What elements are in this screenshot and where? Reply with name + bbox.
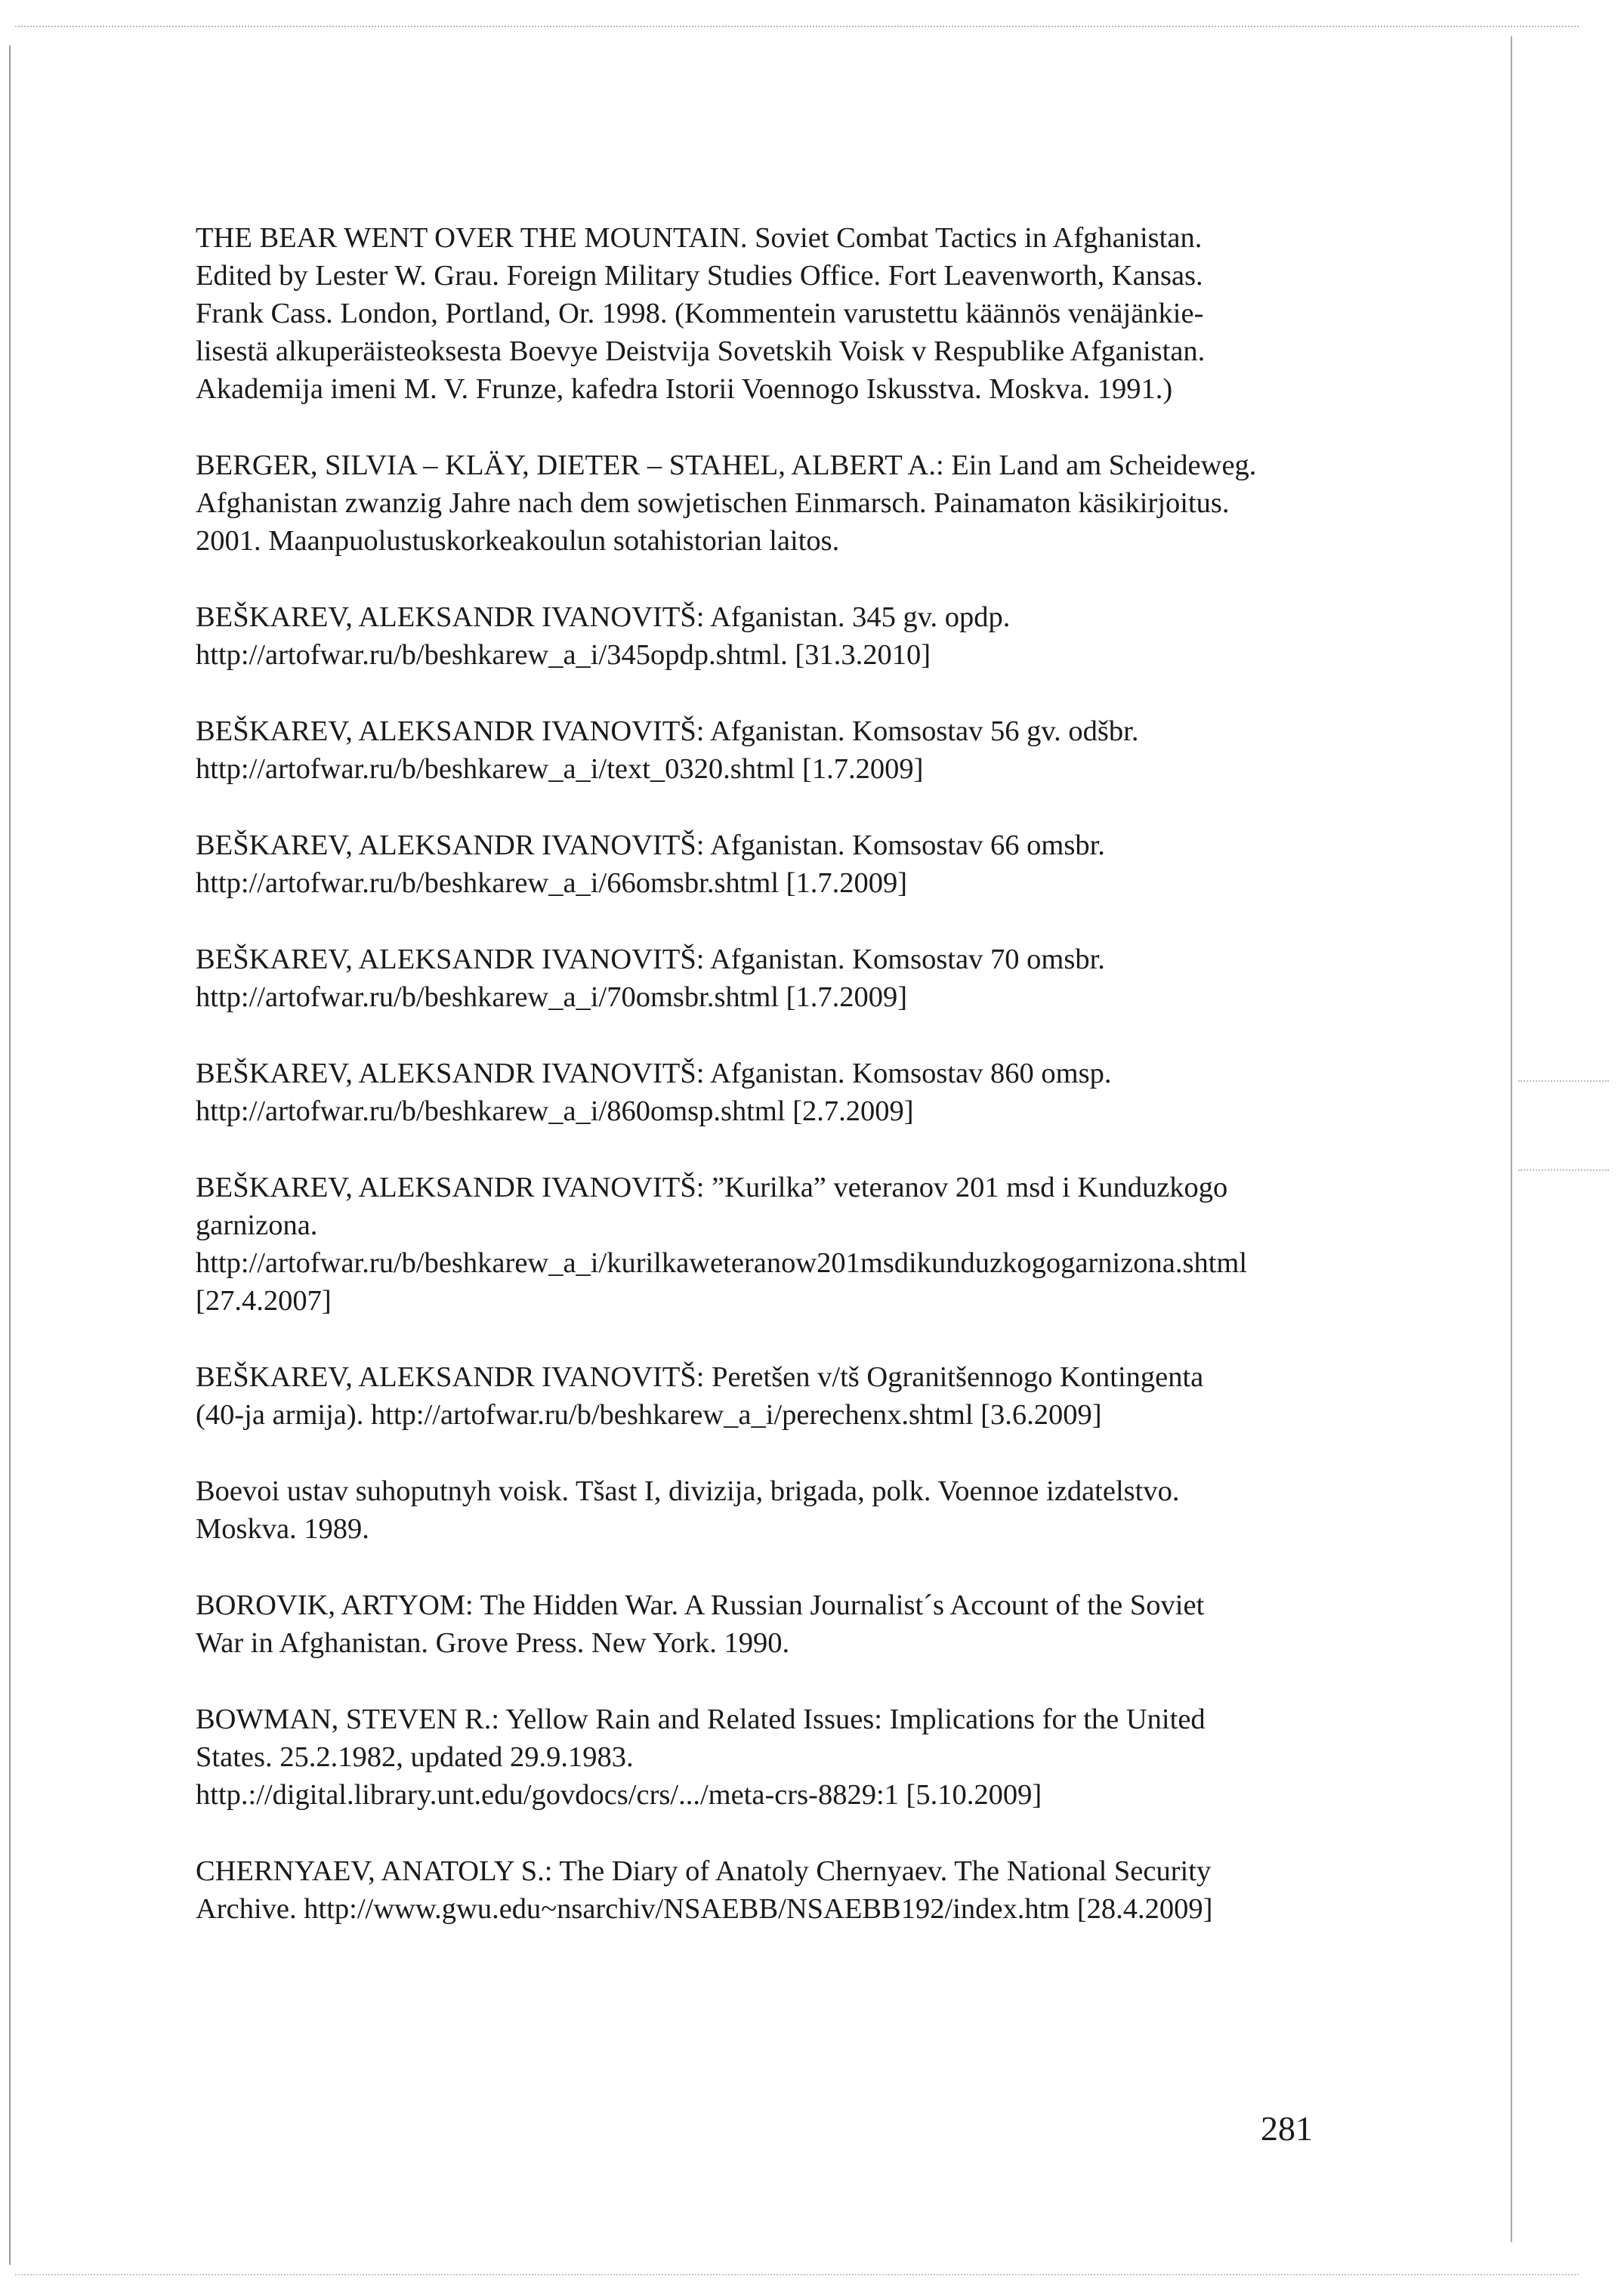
entry-line: http://artofwar.ru/b/beshkarew_a_i/text_0320.shtml [1.7.2009] xyxy=(196,753,924,785)
bibliography-entry xyxy=(196,1358,1314,1434)
bibliography-list xyxy=(196,219,1314,1966)
entry-line: BOWMAN, STEVEN R.: Yellow Rain and Related Issues: Implications for the United xyxy=(196,1703,1206,1735)
entry-line: Afghanistan zwanzig Jahre nach dem sowjetischen Einmarsch. Painamaton käsikirjoitus. xyxy=(196,487,1230,519)
scan-edge-right xyxy=(1511,36,1512,2242)
entry-line: BEŠKAREV, ALEKSANDR IVANOVITŠ: Afganistan. 345 gv. opdp. xyxy=(196,601,1011,633)
entry-line: BOROVIK, ARTYOM: The Hidden War. A Russian Journalist´s Account of the Soviet xyxy=(196,1589,1205,1621)
entry-line: [27.4.2007] xyxy=(196,1285,332,1317)
bibliography-entry xyxy=(196,598,1314,674)
page-number: 281 xyxy=(1261,2109,1313,2148)
bibliography-entry xyxy=(196,941,1314,1016)
entry-line: (40-ja armija). http://artofwar.ru/b/beshkarew_a_i/perechenx.shtml [3.6.2009] xyxy=(196,1399,1102,1431)
entry-line: BEŠKAREV, ALEKSANDR IVANOVITŠ: Afganistan. Komsostav 860 omsp. xyxy=(196,1058,1112,1089)
bibliography-entry xyxy=(196,1169,1314,1320)
entry-line: http://artofwar.ru/b/beshkarew_a_i/kurilkaweteranow201msdikunduzkogogarnizona.shtml xyxy=(196,1247,1248,1279)
entry-line: lisestä alkuperäisteoksesta Boevye Deistvija Sovetskih Voisk v Respublike Afganistan. xyxy=(196,335,1206,367)
entry-line: garnizona. xyxy=(196,1209,318,1241)
entry-line: Archive. http://www.gwu.edu~nsarchiv/NSAEBB/NSAEBB192/index.htm [28.4.2009] xyxy=(196,1893,1213,1925)
entry-line: War in Afghanistan. Grove Press. New York. 1990. xyxy=(196,1627,790,1659)
entry-line: Frank Cass. London, Portland, Or. 1998. (Kommentein varustettu käännös venäjänkie- xyxy=(196,298,1204,329)
bibliography-entry xyxy=(196,1055,1314,1130)
scan-edge-top xyxy=(15,26,1579,27)
entry-line: BEŠKAREV, ALEKSANDR IVANOVITŠ: Peretšen v/tš Ogranitšennogo Kontingenta xyxy=(196,1361,1204,1393)
entry-line: States. 25.2.1982, updated 29.9.1983. xyxy=(196,1741,634,1773)
entry-line: Boevoi ustav suhoputnyh voisk. Tšast I, divizija, brigada, polk. Voennoe izdatelstvo. xyxy=(196,1475,1180,1507)
entry-line: BERGER, SILVIA – KLÄY, DIETER – STAHEL, ALBERT A.: Ein Land am Scheideweg. xyxy=(196,449,1257,481)
scan-margin-tick xyxy=(1518,1169,1609,1171)
bibliography-entry xyxy=(196,826,1314,902)
entry-line: BEŠKAREV, ALEKSANDR IVANOVITŠ: ”Kurilka” veteranov 201 msd i Kunduzkogo xyxy=(196,1172,1228,1203)
entry-line: BEŠKAREV, ALEKSANDR IVANOVITŠ: Afganistan. Komsostav 70 omsbr. xyxy=(196,944,1105,975)
scan-edge-left xyxy=(9,45,11,2265)
bibliography-entry xyxy=(196,1586,1314,1662)
bibliography-entry xyxy=(196,1852,1314,1928)
bibliography-entry xyxy=(196,1472,1314,1548)
entry-line: BEŠKAREV, ALEKSANDR IVANOVITŠ: Afganistan. Komsostav 56 gv. odšbr. xyxy=(196,715,1139,747)
scan-margin-tick xyxy=(1518,1080,1609,1082)
entry-line: BEŠKAREV, ALEKSANDR IVANOVITŠ: Afganistan. Komsostav 66 omsbr. xyxy=(196,829,1105,861)
entry-line: http://artofwar.ru/b/beshkarew_a_i/66omsbr.shtml [1.7.2009] xyxy=(196,867,908,899)
entry-line: Edited by Lester W. Grau. Foreign Military Studies Office. Fort Leavenworth, Kansas. xyxy=(196,260,1203,292)
entry-line: http.://digital.library.unt.edu/govdocs/crs/.../meta-crs-8829:1 [5.10.2009] xyxy=(196,1779,1042,1811)
bibliography-entry xyxy=(196,712,1314,788)
entry-line: http://artofwar.ru/b/beshkarew_a_i/70omsbr.shtml [1.7.2009] xyxy=(196,981,908,1013)
bibliography-entry xyxy=(196,1700,1314,1814)
entry-line: Moskva. 1989. xyxy=(196,1513,369,1545)
entry-line: CHERNYAEV, ANATOLY S.: The Diary of Anatoly Chernyaev. The National Security xyxy=(196,1855,1212,1887)
entry-line: 2001. Maanpuolustuskorkeakoulun sotahistorian laitos. xyxy=(196,525,840,557)
bibliography-entry xyxy=(196,446,1314,560)
entry-line: THE BEAR WENT OVER THE MOUNTAIN. Soviet Combat Tactics in Afghanistan. xyxy=(196,222,1203,254)
scan-edge-bottom xyxy=(15,2274,1579,2275)
entry-line: Akademija imeni M. V. Frunze, kafedra Istorii Voennogo Iskusstva. Moskva. 1991.) xyxy=(196,373,1173,405)
entry-line: http://artofwar.ru/b/beshkarew_a_i/860omsp.shtml [2.7.2009] xyxy=(196,1095,914,1127)
bibliography-entry xyxy=(196,219,1314,408)
entry-line: http://artofwar.ru/b/beshkarew_a_i/345opdp.shtml. [31.3.2010] xyxy=(196,639,931,671)
